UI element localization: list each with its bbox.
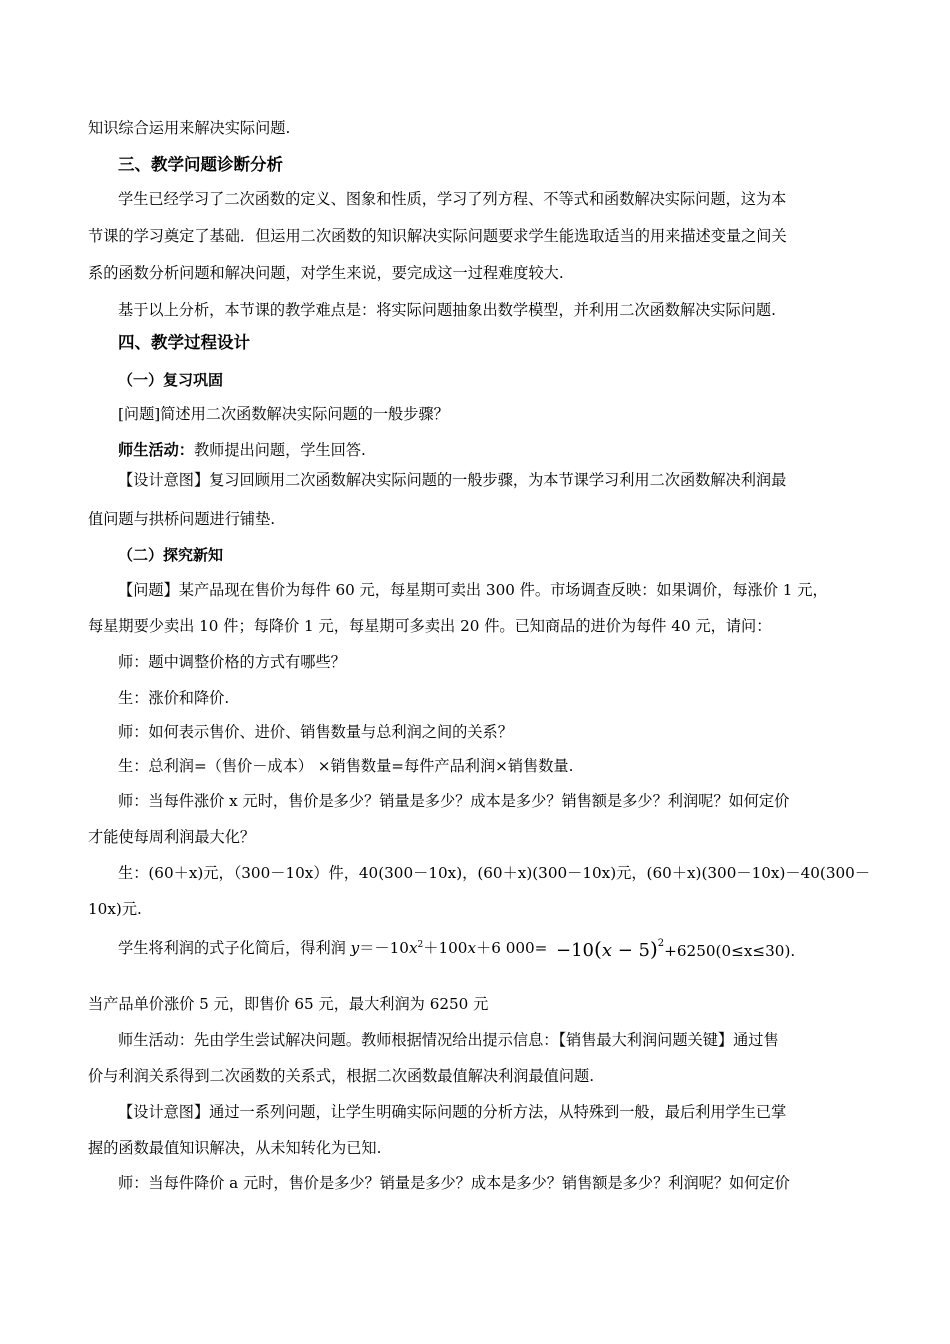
text: 教师提出问题，学生回答. <box>193 441 366 459</box>
paragraph-line: 生：(60＋x)元，（300－10x）件，40(300－10x)，(60＋x)(300－10x)元，(60＋x)(300－10x)－40(300－ <box>118 864 871 882</box>
var-x: x <box>467 939 477 958</box>
paragraph-line: 师生活动：先由学生尝试解决问题。教师根据情况给出提示信息：【销售最大利润问题关键】通过售 <box>118 1031 779 1049</box>
subsection-heading: （二）探究新知 <box>118 546 224 564</box>
exponent: 2 <box>657 938 665 949</box>
paragraph-line: 节课的学习奠定了基础．但运用二次函数的知识解决实际问题要求学生能选取适当的用来描述变量之间关 <box>88 227 787 245</box>
paragraph-line: 师：当每件涨价 x 元时，售价是多少？销量是多少？成本是多少？销售额是多少？利润呢？如何定价 <box>118 792 790 810</box>
paren-open: ( <box>594 937 602 961</box>
section-heading-3: 三、教学问题诊断分析 <box>118 155 283 174</box>
paragraph-line: 知识综合运用来解决实际问题. <box>88 119 291 137</box>
paragraph-line: 值问题与拱桥问题进行铺垫. <box>88 510 276 528</box>
paragraph-line: 才能使每周利润最大化？ <box>88 828 256 846</box>
constant-domain: +6250(0≤x≤30). <box>664 942 796 960</box>
paragraph-line: 师：当每件降价 a 元时，售价是多少？销量是多少？成本是多少？销售额是多少？利润呢？如何定价 <box>118 1174 790 1192</box>
paragraph-line <box>118 440 366 460</box>
subsection-heading: （一）复习巩固 <box>118 371 224 389</box>
section-heading-4: 四、教学过程设计 <box>118 333 250 352</box>
paragraph-line: 系的函数分析问题和解决问题，对学生来说，要完成这一过程难度较大. <box>88 264 564 282</box>
paren-close: ) <box>649 937 658 961</box>
var-x: x <box>601 940 612 961</box>
paragraph-line: 每星期要少卖出 10 件；每降价 1 元，每星期可多卖出 20 件。已知商品的进价为每件 40 元，请问： <box>88 617 772 635</box>
paragraph-line: 价与利润关系得到二次函数的关系式，根据二次函数最值解决利润最值问题. <box>88 1067 595 1085</box>
offset: − 5 <box>611 940 650 961</box>
paragraph-line: 师：题中调整价格的方式有哪些？ <box>118 653 346 671</box>
paragraph-line: 学生已经学习了二次函数的定义、图象和性质，学习了列方程、不等式和函数解决实际问题，这为本 <box>118 190 787 208</box>
paragraph-line: 【问题】某产品现在售价为每件 60 元，每星期可卖出 300 件。市场调查反映：如果调价，每涨价 1 元， <box>118 581 828 599</box>
exponent: 2 <box>417 940 424 950</box>
paragraph-line: [问题]简述用二次函数解决实际问题的一般步骤？ <box>118 405 449 423</box>
paragraph-line <box>118 935 547 958</box>
text: ＋6 000= <box>476 939 548 958</box>
paragraph-line: 【设计意图】复习回顾用二次函数解决实际问题的一般步骤，为本节课学习利用二次函数解决利润最 <box>118 471 787 489</box>
vertex-form-equation <box>556 937 795 967</box>
var-x: x <box>408 939 418 958</box>
var-y: y <box>350 939 360 958</box>
text: ＋100 <box>423 939 468 958</box>
paragraph-line: 师：如何表示售价、进价、销售数量与总利润之间的关系？ <box>118 723 513 741</box>
label-bold: 师生活动： <box>118 441 194 459</box>
paragraph-line: 基于以上分析，本节课的教学难点是：将实际问题抽象出数学模型，并利用二次函数解决实际问题. <box>118 301 776 319</box>
paragraph-line: 生：涨价和降价. <box>118 689 230 707</box>
paragraph-line: 【设计意图】通过一系列问题，让学生明确实际问题的分析方法，从特殊到一般，最后利用学生已掌 <box>118 1103 787 1121</box>
paragraph-line: 当产品单价涨价 5 元，即售价 65 元，最大利润为 6250 元 <box>88 995 489 1013</box>
paragraph-line: 10x)元. <box>88 900 142 918</box>
coefficient: −10 <box>556 940 594 961</box>
text: ＝－10 <box>359 939 409 958</box>
text: 学生将利润的式子化简后，得利润 <box>118 939 351 958</box>
paragraph-line: 握的函数最值知识解决，从未知转化为已知. <box>88 1139 382 1157</box>
paragraph-line: 生：总利润=（售价－成本） ×销售数量=每件产品利润×销售数量. <box>118 757 574 775</box>
